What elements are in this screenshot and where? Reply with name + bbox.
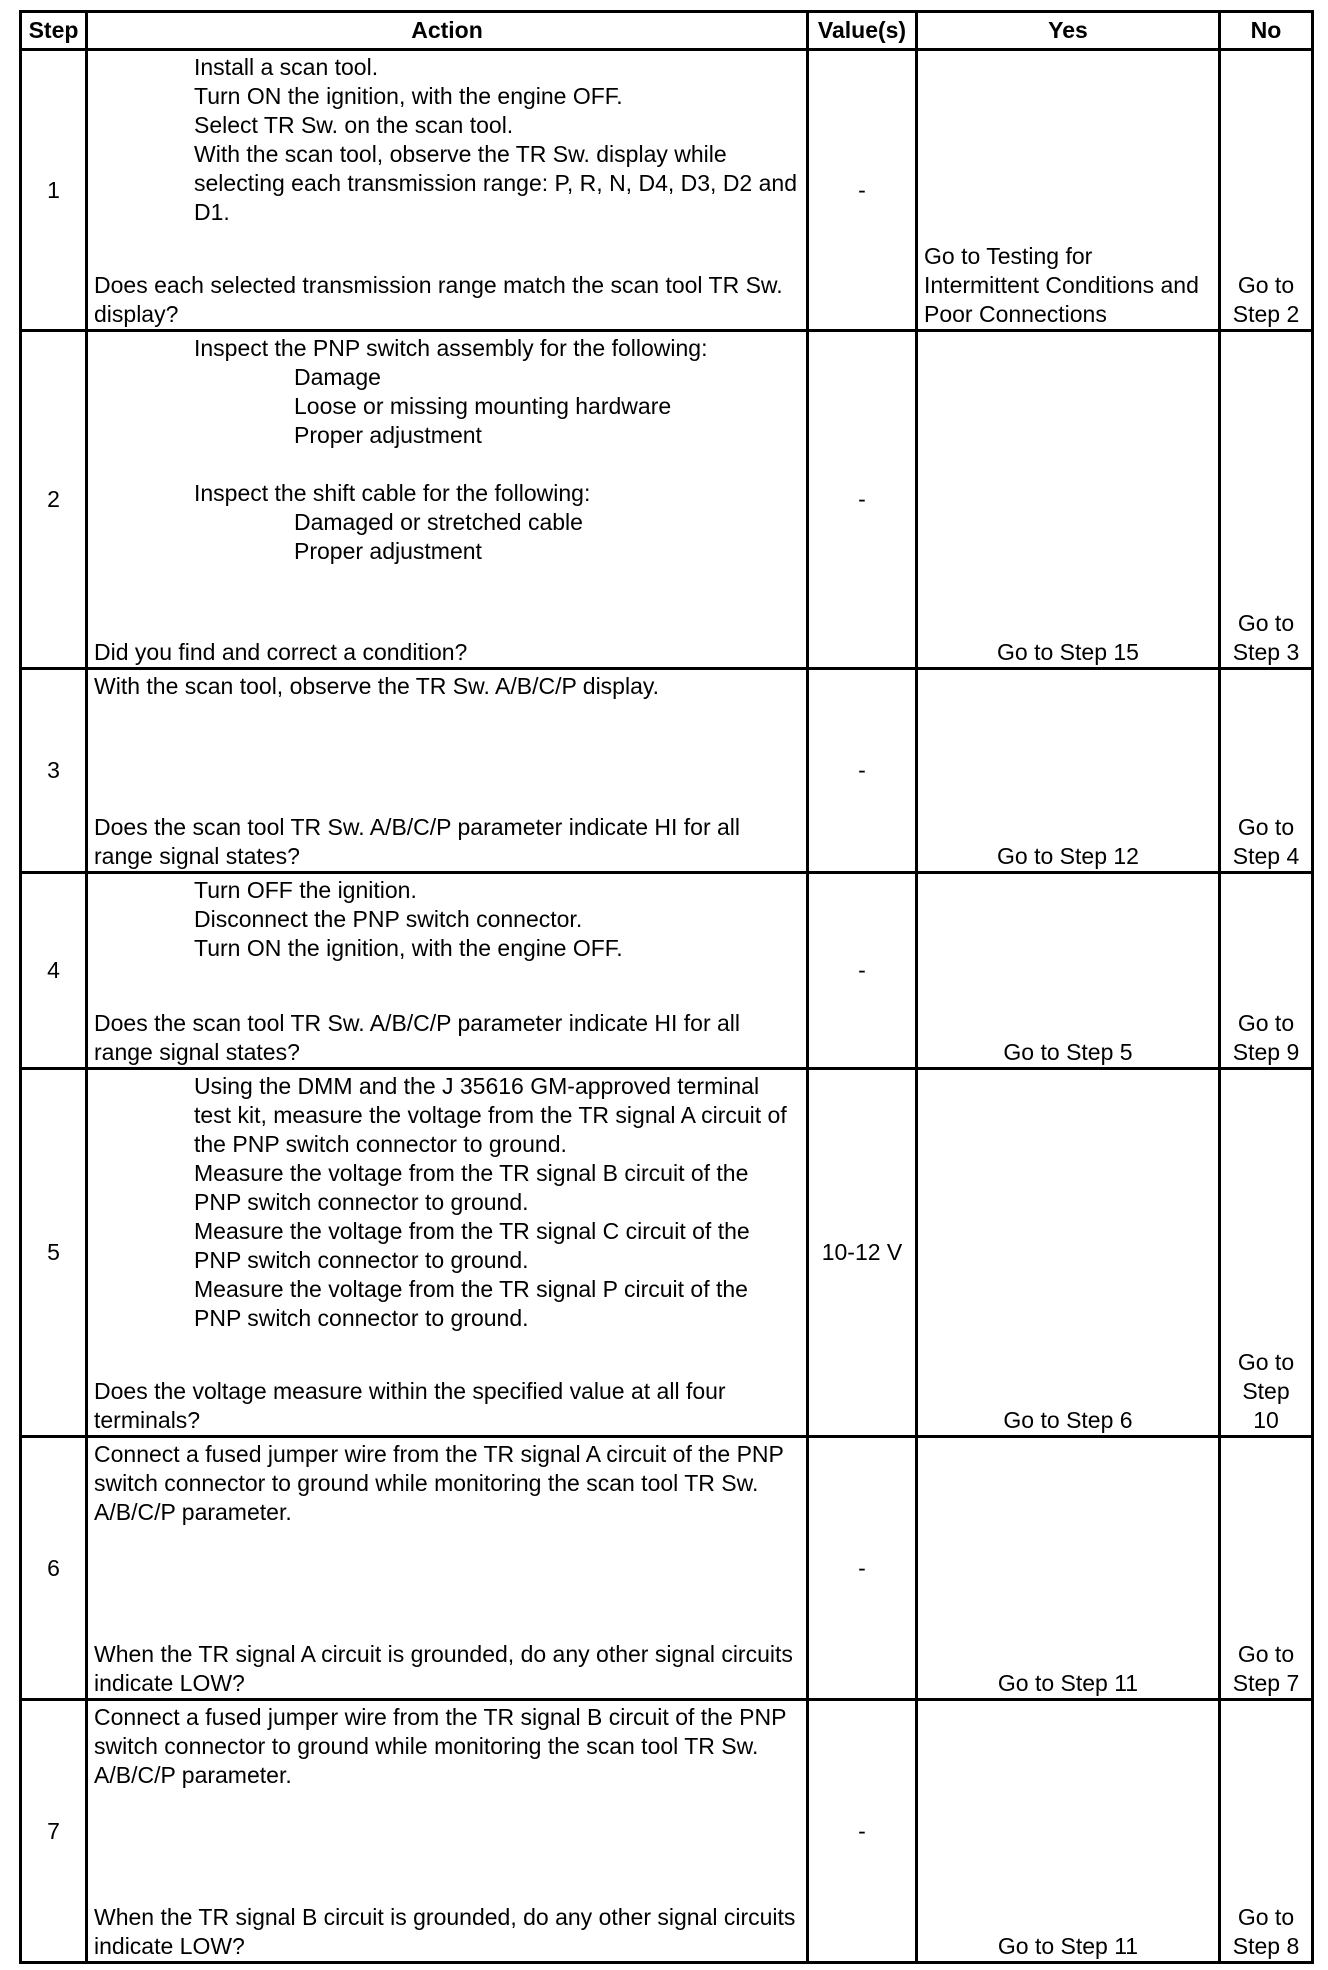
step-number: 4: [21, 873, 87, 1069]
step-value: -: [808, 1437, 917, 1700]
step-row: [21, 331, 1313, 669]
step-question: Does each selected transmission range match the scan tool TR Sw. display?: [94, 272, 783, 327]
action-line: With the scan tool, observe the TR Sw. display while selecting each transmission range: P, R, N, D4, D3, D2 and D1.: [194, 141, 797, 225]
action-line: Connect a fused jumper wire from the TR signal A circuit of the PNP switch connector to ground while monitoring the scan tool TR Sw. A/B/C/P parameter.: [94, 1441, 784, 1525]
step-value: -: [808, 331, 917, 669]
action-line: Inspect the shift cable for the following:: [194, 480, 591, 506]
step-row: [21, 873, 1313, 1069]
action-line: Measure the voltage from the TR signal C circuit of the PNP switch connector to ground.: [194, 1218, 750, 1273]
step-value: -: [808, 669, 917, 873]
no-action: [1220, 1700, 1313, 1963]
step-value: -: [808, 1700, 917, 1963]
yes-text: Go to Testing for Intermittent Conditions and Poor Connections: [924, 243, 1199, 327]
step-row: [21, 1700, 1313, 1963]
no-text: Go to Step 10: [1237, 1349, 1295, 1433]
step-number: 2: [21, 331, 87, 669]
action-line: Turn OFF the ignition.: [194, 877, 417, 903]
action-line: Measure the voltage from the TR signal P circuit of the PNP switch connector to ground.: [194, 1276, 748, 1331]
step-action: [87, 1437, 808, 1700]
step-question: Does the scan tool TR Sw. A/B/C/P parameter indicate HI for all range signal states?: [94, 1010, 741, 1065]
action-line: Using the DMM and the J 35616 GM-approved terminal test kit, measure the voltage from the TR signal A circuit of the PNP switch connector to ground.: [194, 1073, 787, 1157]
action-line: Install a scan tool.: [194, 54, 379, 80]
action-line: Disconnect the PNP switch connector.: [194, 906, 583, 932]
header-values: Value(s): [808, 12, 917, 50]
yes-text: Go to Step 5: [1003, 1039, 1133, 1065]
no-action: [1220, 669, 1313, 873]
step-action: [87, 873, 808, 1069]
action-line: Turn ON the ignition, with the engine OFF.: [194, 83, 623, 109]
no-text: Go to Step 8: [1232, 1904, 1300, 1959]
action-line: Damaged or stretched cable: [294, 509, 583, 535]
action-line: [94, 450, 800, 479]
action-line: Proper adjustment: [294, 422, 482, 448]
no-text: Go to Step 3: [1232, 610, 1300, 665]
step-number: 1: [21, 50, 87, 331]
header-step: Step: [21, 12, 87, 50]
step-question: Did you find and correct a condition?: [94, 639, 468, 665]
action-line: Connect a fused jumper wire from the TR signal B circuit of the PNP switch connector to ground while monitoring the scan tool TR Sw. A/B/C/P parameter.: [94, 1704, 787, 1788]
action-line: Select TR Sw. on the scan tool.: [194, 112, 514, 138]
step-question: When the TR signal B circuit is grounded, do any other signal circuits indicate LOW?: [94, 1904, 796, 1959]
yes-action: [917, 50, 1220, 331]
action-line: With the scan tool, observe the TR Sw. A/B/C/P display.: [94, 673, 660, 699]
step-question: Does the voltage measure within the specified value at all four terminals?: [94, 1378, 726, 1433]
step-action: [87, 1700, 808, 1963]
action-line: Inspect the PNP switch assembly for the following:: [194, 335, 708, 361]
yes-text: Go to Step 15: [997, 639, 1139, 665]
no-text: Go to Step 9: [1232, 1010, 1300, 1065]
diagnostic-table: [19, 10, 1314, 1964]
yes-text: Go to Step 11: [997, 1670, 1139, 1696]
no-text: Go to Step 7: [1232, 1641, 1300, 1696]
yes-action: [917, 669, 1220, 873]
step-value: 10-12 V: [808, 1069, 917, 1437]
step-row: [21, 50, 1313, 331]
step-row: [21, 1437, 1313, 1700]
no-action: [1220, 1437, 1313, 1700]
step-number: 6: [21, 1437, 87, 1700]
step-question: Does the scan tool TR Sw. A/B/C/P parameter indicate HI for all range signal states?: [94, 814, 741, 869]
no-text: Go to Step 2: [1232, 272, 1300, 327]
header-no: No: [1220, 12, 1313, 50]
no-action: [1220, 873, 1313, 1069]
yes-action: [917, 1069, 1220, 1437]
yes-text: Go to Step 6: [1003, 1407, 1133, 1433]
step-value: -: [808, 873, 917, 1069]
action-line: Damage: [294, 364, 381, 390]
yes-action: [917, 1437, 1220, 1700]
no-text: Go to Step 4: [1232, 814, 1300, 869]
yes-text: Go to Step 11: [997, 1933, 1139, 1959]
header-action: Action: [87, 12, 808, 50]
step-action: [87, 50, 808, 331]
yes-text: Go to Step 12: [997, 843, 1139, 869]
yes-action: [917, 873, 1220, 1069]
step-number: 7: [21, 1700, 87, 1963]
action-line: Measure the voltage from the TR signal B circuit of the PNP switch connector to ground.: [194, 1160, 749, 1215]
no-action: [1220, 331, 1313, 669]
yes-action: [917, 1700, 1220, 1963]
step-action: [87, 331, 808, 669]
no-action: [1220, 50, 1313, 331]
action-line: Turn ON the ignition, with the engine OFF.: [194, 935, 623, 961]
step-question: When the TR signal A circuit is grounded, do any other signal circuits indicate LOW?: [94, 1641, 793, 1696]
yes-action: [917, 331, 1220, 669]
step-value: -: [808, 50, 917, 331]
action-line: Loose or missing mounting hardware: [294, 393, 672, 419]
header-row: [21, 12, 1313, 50]
step-row: [21, 669, 1313, 873]
step-number: 3: [21, 669, 87, 873]
step-row: [21, 1069, 1313, 1437]
step-number: 5: [21, 1069, 87, 1437]
step-action: [87, 1069, 808, 1437]
header-yes: Yes: [917, 12, 1220, 50]
step-action: [87, 669, 808, 873]
action-line: Proper adjustment: [294, 538, 482, 564]
no-action: [1220, 1069, 1313, 1437]
